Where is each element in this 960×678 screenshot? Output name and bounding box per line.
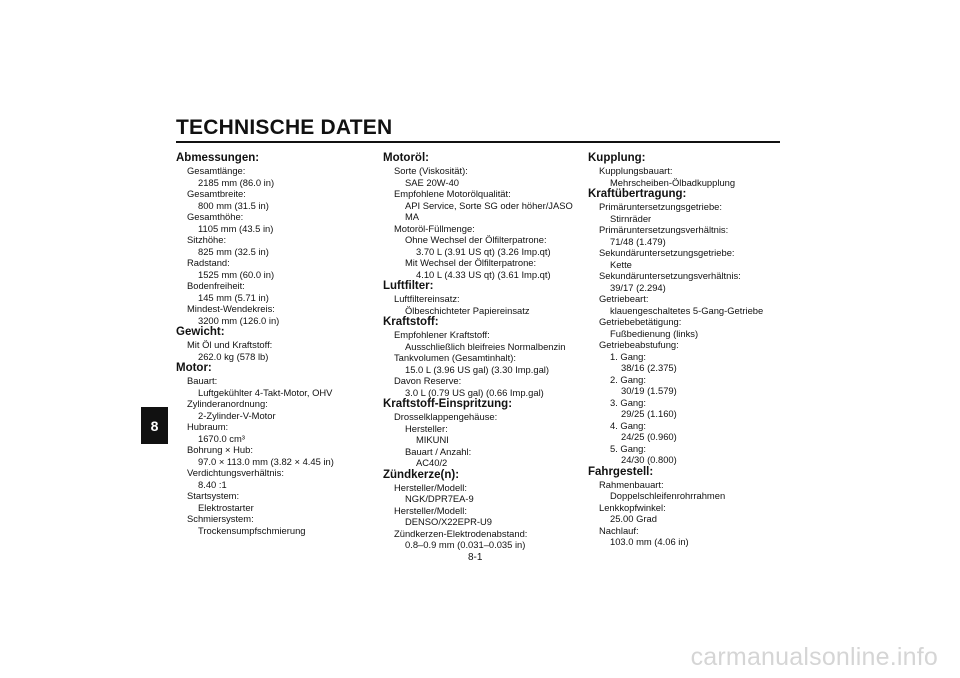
section-heading: Kraftstoff-Einspritzung: [383, 398, 513, 410]
spec-value: API Service, Sorte SG oder höher/JASO [405, 199, 573, 211]
spec-label: Luftfiltereinsatz: [394, 293, 460, 304]
spec-label: Nachlauf: [599, 524, 639, 536]
spec-label: Mindest-Wendekreis: [187, 303, 275, 314]
spec-value: Bauart / Anzahl: [405, 445, 472, 457]
spec-value: 24/25 (0.960) [621, 431, 677, 442]
spec-value: Kette [610, 258, 632, 270]
spec-value: 3.0 L (0.79 US gal) (0.66 Imp.gal) [405, 386, 544, 398]
spec-label: Bodenfreiheit: [187, 280, 245, 291]
spec-column-1 [176, 152, 376, 536]
spec-label: Davon Reserve: [394, 375, 462, 386]
spec-label: Empfohlene Motorölqualität: [394, 188, 511, 199]
spec-value: 0.8–0.9 mm (0.031–0.035 in) [405, 539, 526, 550]
spec-value: 8.40 :1 [198, 478, 227, 490]
spec-value: 4. Gang: [610, 419, 646, 431]
spec-label: Gesamthöhe: [187, 211, 244, 222]
spec-value: 29/25 (1.160) [621, 408, 677, 419]
spec-value: 1670.0 cm³ [198, 432, 245, 444]
spec-value: NGK/DPR7EA-9 [405, 493, 474, 504]
spec-value: 2. Gang: [610, 373, 646, 385]
spec-label: Rahmenbauart: [599, 478, 664, 490]
spec-value: 30/19 (1.579) [621, 385, 677, 396]
section-heading: Kraftübertragung: [588, 188, 687, 200]
spec-value: 5. Gang: [610, 442, 646, 454]
spec-value: 2-Zylinder-V-Motor [198, 409, 276, 421]
spec-label: Lenkkopfwinkel: [599, 501, 666, 513]
section-heading: Abmessungen: [176, 152, 260, 164]
spec-value: 1525 mm (60.0 in) [198, 268, 275, 280]
spec-value: 3200 mm (126.0 in) [198, 314, 280, 326]
section-heading: Motor: [176, 362, 212, 374]
spec-value: Mehrscheiben-Ölbadkupplung [610, 176, 736, 188]
spec-value: MA [405, 211, 420, 222]
spec-label: Empfohlener Kraftstoff: [394, 329, 490, 340]
spec-column-2 [383, 152, 583, 551]
spec-label: Hersteller/Modell: [394, 481, 467, 493]
spec-value: Hersteller: [405, 422, 448, 434]
spec-label: Hubraum: [187, 421, 229, 432]
spec-value: 1105 mm (43.5 in) [198, 222, 274, 234]
page-title: TECHNISCHE DATEN [176, 116, 393, 139]
spec-value: DENSO/X22EPR-U9 [405, 516, 493, 527]
spec-value: 800 mm (31.5 in) [198, 199, 269, 211]
spec-label: Sitzhöhe: [187, 234, 227, 245]
spec-label: Startsystem: [187, 490, 240, 501]
spec-label: Primäruntersetzungsgetriebe: [599, 201, 722, 212]
spec-value: 262.0 kg (578 lb) [198, 350, 269, 362]
spec-value: 97.0 × 113.0 mm (3.82 × 4.45 in) [198, 455, 334, 467]
spec-value: 71/48 (1.479) [610, 235, 666, 247]
spec-value: MIKUNI [416, 434, 449, 445]
spec-value: Ölbeschichteter Papiereinsatz [405, 304, 530, 316]
section-tab: 8 [141, 407, 168, 444]
spec-label: Schmiersystem: [187, 513, 254, 524]
spec-label: Getriebebetätigung: [599, 316, 682, 327]
spec-label: Bauart: [187, 375, 218, 386]
spec-label: Gesamtlänge: [187, 165, 246, 176]
spec-label: Hersteller/Modell: [394, 504, 467, 516]
spec-label: Zündkerzen-Elektrodenabstand: [394, 527, 528, 539]
spec-label: Drosselklappengehäuse: [394, 411, 498, 422]
spec-value: Mit Wechsel der Ölfilterpatrone: [405, 257, 537, 268]
spec-label: Zylinderanordnung: [187, 398, 268, 409]
spec-label: Radstand: [187, 257, 230, 268]
spec-value: 4.10 L (4.33 US qt) (3.61 Imp.qt) [416, 268, 551, 280]
spec-value: 825 mm (32.5 in) [198, 245, 269, 257]
spec-label: Bohrung × Hub: [187, 444, 253, 455]
spec-value: 39/17 (2.294) [610, 281, 666, 293]
spec-value: 24/30 (0.800) [621, 454, 677, 465]
spec-value: Ohne Wechsel der Ölfilterpatrone: [405, 234, 547, 245]
spec-value: klauengeschaltetes 5-Gang-Getriebe [610, 304, 764, 316]
spec-value: 3. Gang: [610, 396, 646, 408]
spec-value: 2185 mm (86.0 in) [198, 176, 275, 188]
spec-label: Sorte (Viskosität): [394, 165, 468, 176]
spec-label: Getriebeabstufung: [599, 339, 679, 350]
section-heading: Gewicht: [176, 326, 225, 338]
section-heading: Fahrgestell: [588, 465, 654, 478]
section-heading: Motoröl: [383, 152, 429, 164]
spec-value: Ausschließlich bleifreies Normalbenzin [405, 340, 566, 352]
spec-label: Verdichtungsverhältnis: [187, 467, 284, 478]
spec-column-3 [588, 152, 788, 548]
section-heading: Kupplung: [588, 152, 646, 164]
section-heading: Zündkerze(n): [383, 468, 460, 481]
section-heading: Kraftstoff: [383, 316, 439, 328]
spec-value: 25.00 Grad [610, 513, 657, 524]
spec-value: 145 mm (5.71 in) [198, 291, 269, 303]
spec-value: 3.70 L (3.91 US qt) (3.26 Imp.qt) [416, 245, 551, 257]
spec-value: Trockensumpfschmierung [198, 524, 306, 536]
spec-label: Sekundäruntersetzungsverhältnis: [599, 270, 741, 281]
spec-value: Luftgekühlter 4-Takt-Motor, OHV [198, 386, 333, 398]
section-heading: Luftfilter: [383, 280, 434, 292]
spec-value: 103.0 mm (4.06 in) [610, 536, 689, 547]
spec-label: Sekundäruntersetzungsgetriebe: [599, 247, 735, 258]
spec-label: Gesamtbreite: [187, 188, 246, 199]
spec-label: Kupplungsbauart: [599, 165, 673, 176]
spec-value: Fußbedienung (links) [610, 327, 699, 339]
watermark: carmanualsonline.info [690, 643, 938, 671]
spec-label: Motoröl-Füllmenge: [394, 222, 475, 234]
title-rule [176, 141, 780, 143]
spec-label: Tankvolumen (Gesamtinhalt): [394, 352, 516, 363]
spec-value: SAE 20W-40 [405, 176, 460, 188]
spec-label: Getriebeart: [599, 293, 649, 304]
spec-value: Stirnräder [610, 212, 652, 224]
spec-value: AC40/2 [416, 457, 448, 468]
spec-value: 15.0 L (3.96 US gal) (3.30 Imp.gal) [405, 363, 549, 375]
spec-value: Doppelschleifenrohrrahmen [610, 490, 726, 501]
page-number: 8-1 [468, 552, 483, 563]
spec-value: Elektrostarter [198, 501, 254, 513]
spec-label: Primäruntersetzungsverhältnis: [599, 224, 729, 235]
spec-value: 1. Gang: [610, 350, 646, 362]
spec-value: 38/16 (2.375) [621, 362, 677, 373]
spec-label: Mit Öl und Kraftstoff: [187, 339, 273, 350]
